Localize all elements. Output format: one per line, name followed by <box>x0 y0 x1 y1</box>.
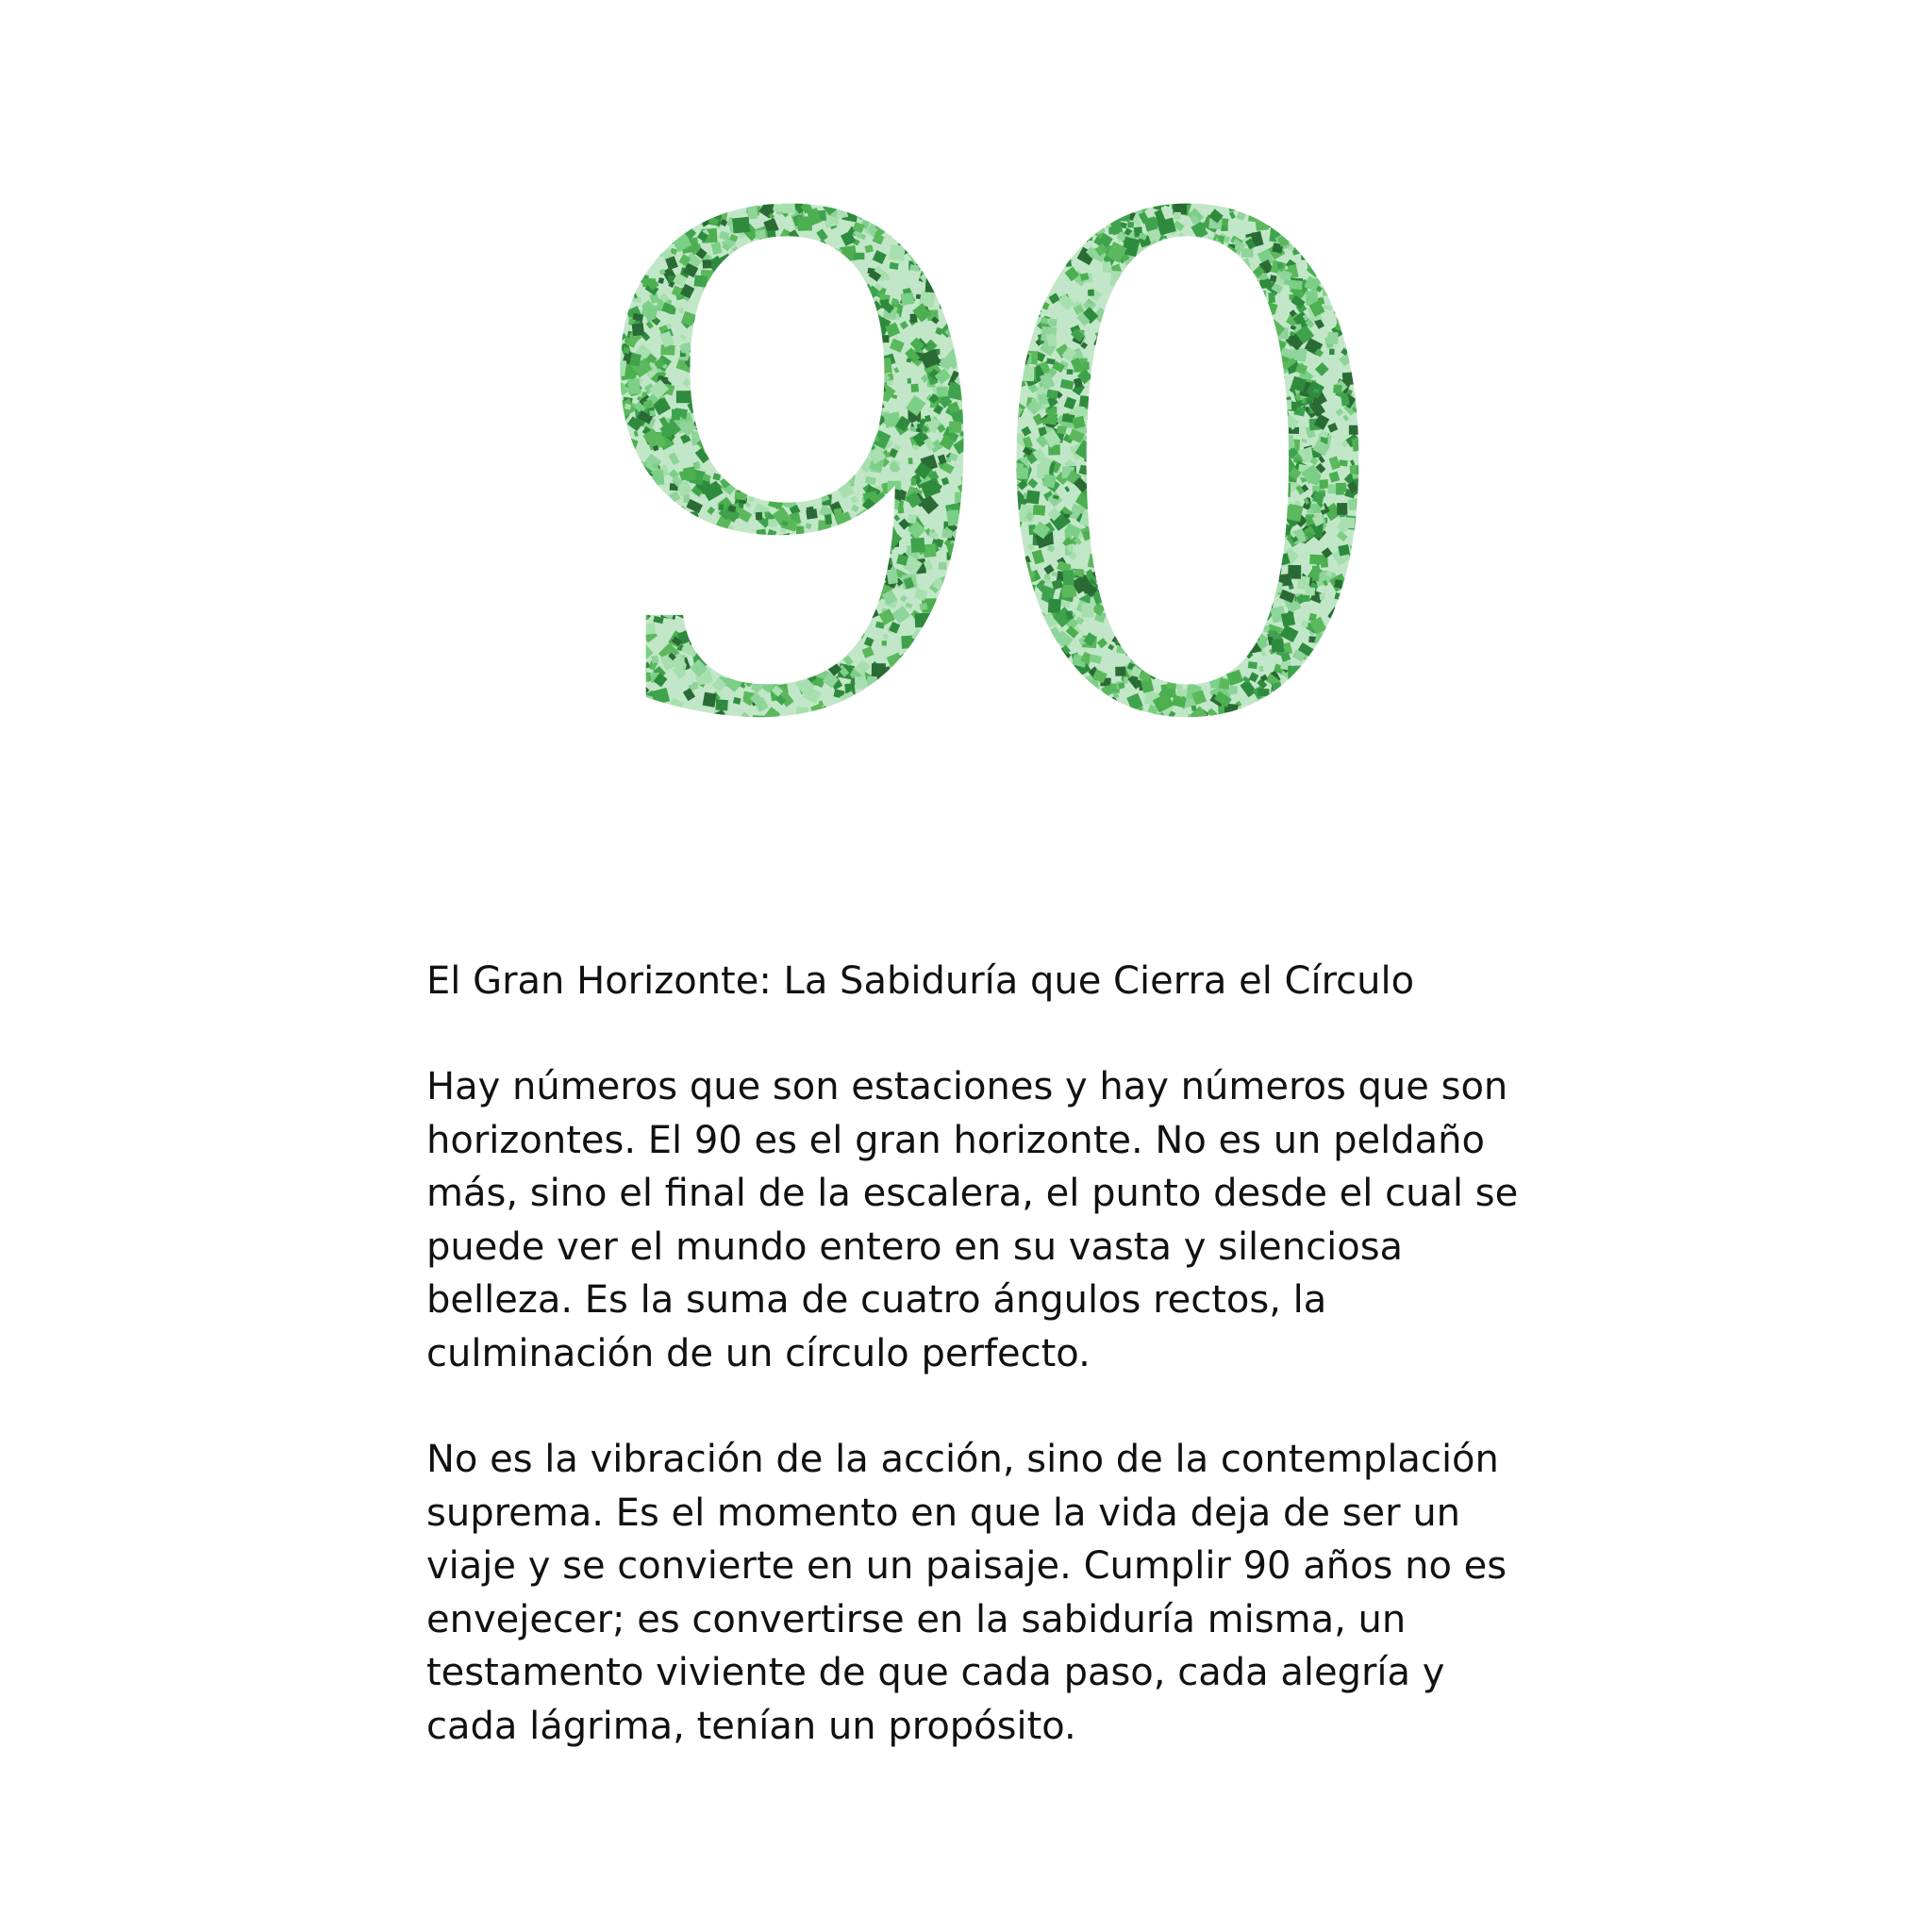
article <box>426 955 1558 1806</box>
glitter-number-90 <box>557 179 1406 802</box>
paragraph-line: horizontes. El 90 es el gran horizonte. No es un peldaño <box>426 1118 1485 1162</box>
paragraph-line: Hay números que son estaciones y hay números que son <box>426 1065 1508 1108</box>
paragraph-2 <box>426 1433 1558 1753</box>
paragraph-line: testamento viviente de que cada paso, cada alegría y <box>426 1651 1445 1694</box>
paragraph-line: envejecer; es convertirse en la sabiduría misma, un <box>426 1597 1407 1641</box>
paragraph-1 <box>426 1060 1558 1380</box>
article-title: El Gran Horizonte: La Sabiduría que Cierra el Círculo <box>426 959 1415 1003</box>
paragraph-line: suprema. Es el momento en que la vida deja de ser un <box>426 1491 1461 1535</box>
paragraph-line: culminación de un círculo perfecto. <box>426 1331 1091 1375</box>
paragraph-line: No es la vibración de la acción, sino de la contemplación <box>426 1438 1499 1481</box>
glitter-number-graphic <box>557 179 1406 802</box>
paragraph-line: más, sino el final de la escalera, el punto desde el cual se <box>426 1172 1519 1215</box>
paragraph-line: cada lágrima, tenían un propósito. <box>426 1704 1076 1748</box>
paragraph-line: puede ver el mundo entero en su vasta y silenciosa <box>426 1224 1404 1269</box>
paragraph-line: viaje y se convierte en un paisaje. Cumplir 90 años no es <box>426 1544 1507 1588</box>
paragraph-line: belleza. Es la suma de cuatro ángulos rectos, la <box>426 1278 1327 1322</box>
